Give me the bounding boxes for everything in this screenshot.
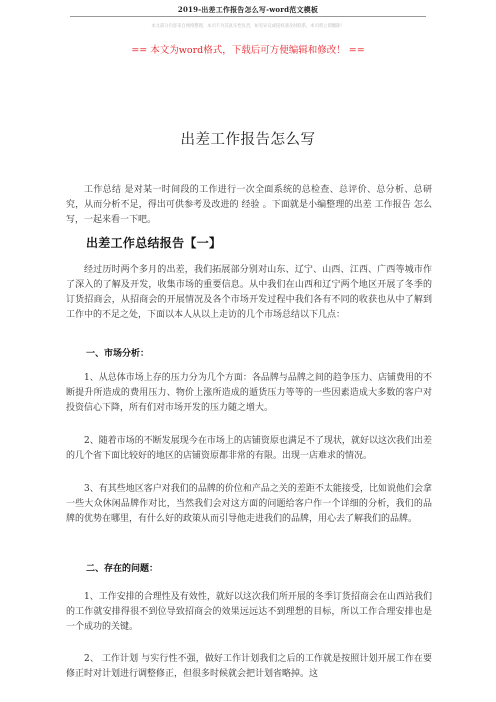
page-header (0, 0, 496, 40)
header-title: 2019-出差工作报告怎么写-word范文模板 (177, 5, 319, 14)
header-divider (70, 16, 426, 17)
document-title: 出差工作报告怎么写 (180, 132, 316, 148)
problems-item-1: 1、工作安排的合理性及有效性，就好以这次我们所开展的冬季订货招商会在山西站我们的工作就安排得很不到位导致招商会的效果远远达不到理想的目标，所以工作合理安排也是一个成功的关键。 (66, 592, 432, 632)
section-heading-1: 出差工作总结报告【一】 (86, 236, 222, 250)
market-analysis-item-3: 3、有其些地区客户对我们的品牌的价位和产品之关的差距不太能接受，比如说他们会拿一些大众休闲品牌作对比，当然我们会对这方面的问题给客户作一个详细的分析，我们的品牌的优势在哪里，有什么好的政策从而引导他走进我们的品牌，用心去了解我们的品牌。 (66, 484, 432, 524)
intro-paragraph: 工作总结 是对某一时间段的工作进行一次全面系统的总检查、总评价、总分析、总研究，从而分析不足，得出可供参考及改进的 经验 。下面就是小编整理的出差 工作报告 怎么写，一起来看一下吧。 (66, 185, 432, 225)
problems-item-2: 2、 工作计划 与实行性不强，做好工作计划我们之后的工作就是按照计划开展工作在要修正时对计划进行调整修正，但很多时候就会把计划省略掉。这 (66, 654, 432, 679)
market-analysis-item-1: 1、从总体市场上存的压力分为几个方面：各品牌与品牌之间的趋争压力、店铺费用的不断提升所造成的费用压力、物价上涨所造成的遁货压力等等的一些因素造成大多数的客户对投资信心下降，所有们对市场开发的压力随之增大。 (66, 373, 432, 413)
problems-heading: 二、存在的问题： (86, 564, 159, 574)
disclaimer-text: 本文部分内容来自网络整理，本司不为其真实性负责，如有异议或侵权请及时联系，本司将立即删除！ (151, 24, 345, 29)
market-analysis-item-2: 2、随着市场的不断发展现今在市场上的店铺资原也满足不了现状，就好以这次我们出差的几个省下面比较好的地区的店铺资原都非常的有限。出现一店难求的情况。 (66, 436, 432, 461)
market-analysis-heading: 一、市场分析： (86, 349, 150, 359)
section-1-paragraph: 经过历时两个多月的出差，我们拓展部分别对山东、辽宁、山西、江西、广西等城市作了深入的了解及开发，收集市场的重要信息。从中我们在山西和辽宁两个地区开展了冬季的订货招商会，从招商会的开展情况及各个市场开发过程中我们各有不同的收获也从中了解到工作中的不足之处，下面以本人从以上走访的几个市场总结以下几点： (66, 265, 432, 320)
word-format-notice: == 本文为word格式，下载后可方便编辑和修改！ == (131, 45, 365, 56)
